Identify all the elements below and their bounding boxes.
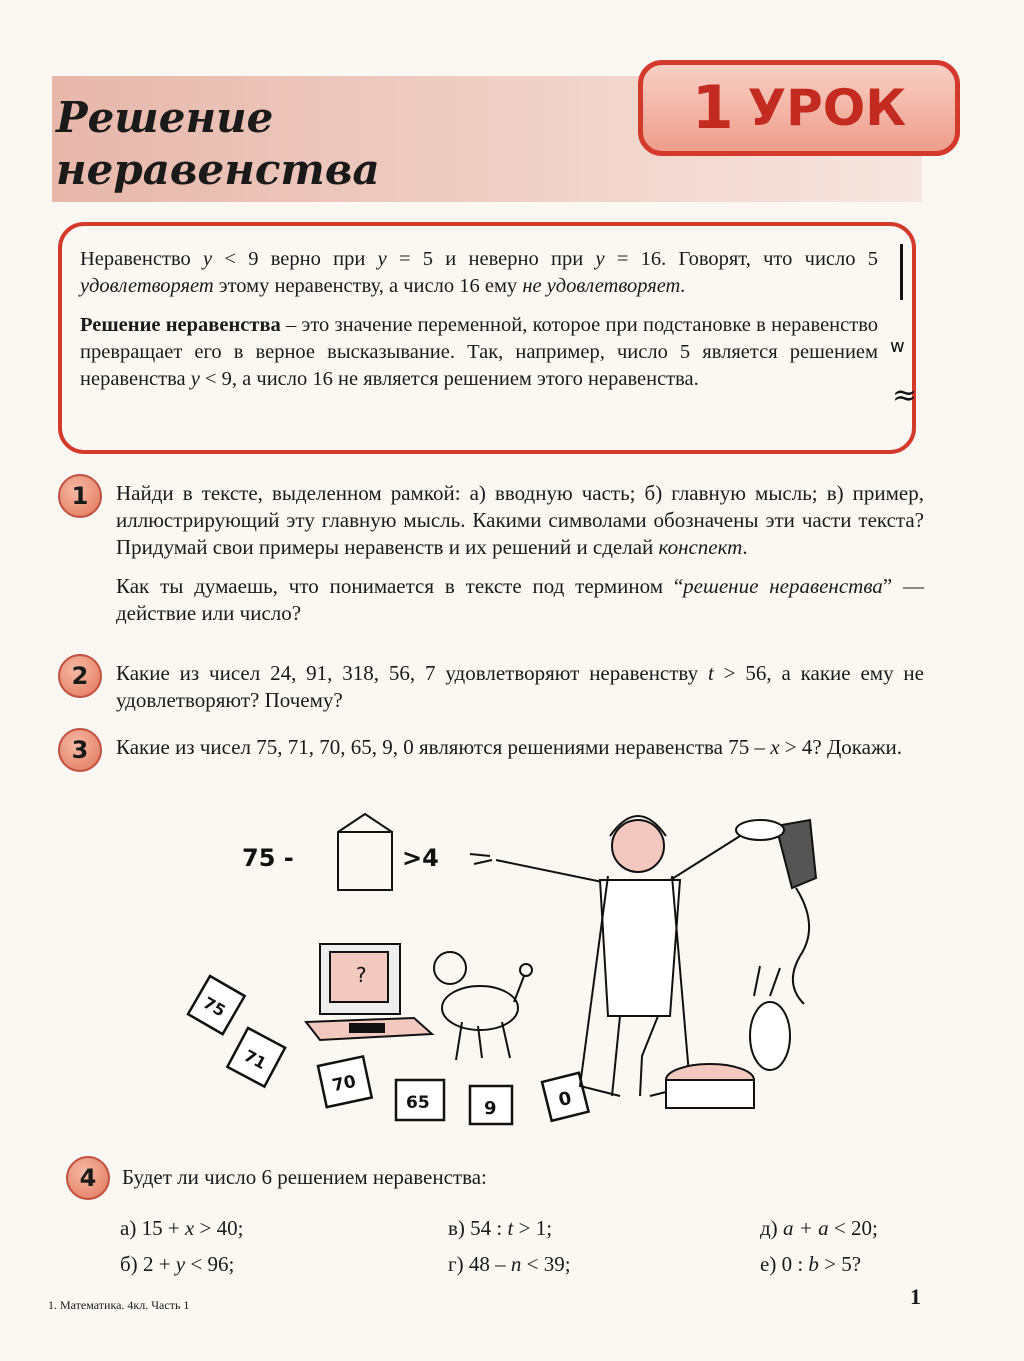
rule-var: y xyxy=(190,368,200,390)
inequality-v xyxy=(448,1214,552,1242)
magician-icon xyxy=(470,816,816,1108)
rule-text: < 9 верно при xyxy=(212,248,378,270)
card-label: 0 xyxy=(556,1087,574,1112)
rule-text: этому неравенству, а число 16 ему xyxy=(213,275,523,297)
option-var: y xyxy=(175,1252,186,1276)
card-71 xyxy=(227,1028,285,1087)
option-label: а) xyxy=(120,1216,142,1240)
lesson-word: УРОК xyxy=(747,79,907,137)
rule-text: – это значение переменной, которое при подстановке в неравенство превращает его в верное высказывание. Так, например, число 5 является решением неравенства xyxy=(80,314,878,390)
rule-box xyxy=(58,222,916,454)
option-var: t xyxy=(507,1216,514,1240)
rule-emphasis: не удовлетворяет. xyxy=(522,275,686,297)
option-text: 48 – xyxy=(468,1252,511,1276)
footer-book-info: 1. Математика. 4кл. Часть 1 xyxy=(48,1298,190,1312)
card-label: 9 xyxy=(484,1098,497,1119)
inequality-b xyxy=(120,1250,234,1278)
inequality-a xyxy=(120,1214,243,1242)
card-9 xyxy=(470,1086,512,1124)
task-number-1: 1 xyxy=(58,474,102,518)
task-1-question xyxy=(116,573,924,627)
option-text: > 5? xyxy=(818,1252,862,1276)
task-text: > 56, а какие ему не удовлетворяют? Почему? xyxy=(116,661,924,712)
task-emphasis: конспект xyxy=(658,535,743,559)
example-brace-icon: ≈ xyxy=(892,378,918,413)
task-emphasis: решение неравенства xyxy=(683,574,883,598)
option-var: b xyxy=(808,1252,819,1276)
lesson-badge xyxy=(638,60,960,156)
card-label: 75 xyxy=(199,992,229,1021)
task-text: > 4? Докажи. xyxy=(779,735,902,759)
option-label: г) xyxy=(448,1252,469,1276)
option-var: a + a xyxy=(782,1216,829,1240)
task-4 xyxy=(122,1164,930,1203)
option-var: n xyxy=(510,1252,522,1276)
card-label: 70 xyxy=(330,1071,358,1097)
inequality-d xyxy=(760,1214,878,1242)
equation-left: 75 - xyxy=(242,844,294,872)
intro-bar-icon xyxy=(900,244,903,300)
computer-icon xyxy=(306,944,432,1040)
page-title xyxy=(56,92,380,196)
rule-text: = 5 и неверно при xyxy=(386,248,596,270)
task-2 xyxy=(116,660,924,726)
task-text: . xyxy=(742,535,748,559)
rule-text: Неравенство xyxy=(80,248,203,270)
task-text: Как ты думаешь, что понимается в тексте под термином “ xyxy=(116,574,684,598)
rule-text: < 9, а число 16 не является решением этого неравенства. xyxy=(199,368,699,390)
rule-var: y xyxy=(595,248,605,270)
rule-paragraph-1 xyxy=(80,246,878,300)
equation-right: >4 xyxy=(402,844,439,872)
rule-term: Решение неравенства xyxy=(80,314,281,336)
task-text: ” — действие или число? xyxy=(116,574,924,625)
option-label: б) xyxy=(120,1252,143,1276)
page-number: 1 xyxy=(910,1284,921,1309)
poodle-icon xyxy=(434,952,532,1060)
option-label: д) xyxy=(760,1216,783,1240)
option-text: < 39; xyxy=(521,1252,571,1276)
option-text: > 1; xyxy=(513,1216,553,1240)
title-line-1: Решение xyxy=(56,93,274,142)
task-text: Какие из чисел 75, 71, 70, 65, 9, 0 являются решениями неравенства 75 – xyxy=(116,735,771,759)
equation-box-icon xyxy=(338,814,392,890)
option-text: > 40; xyxy=(194,1216,244,1240)
lesson-number: 1 xyxy=(691,73,734,143)
option-text: 0 : xyxy=(781,1252,809,1276)
option-text: 15 + xyxy=(141,1216,185,1240)
card-label: 71 xyxy=(240,1045,270,1074)
task-3-text xyxy=(116,734,924,761)
task-number-3: 3 xyxy=(58,728,102,772)
title-line-2: неравенства xyxy=(56,145,380,194)
task-number-4: 4 xyxy=(66,1156,110,1200)
option-text: < 96; xyxy=(185,1252,235,1276)
option-text: 54 : xyxy=(470,1216,508,1240)
option-text: < 20; xyxy=(828,1216,878,1240)
task-4-text: Будет ли число 6 решением неравенства: xyxy=(122,1165,487,1189)
card-70 xyxy=(318,1056,372,1107)
task-var: t xyxy=(707,661,714,685)
rule-var: y xyxy=(377,248,387,270)
task-1 xyxy=(116,480,924,639)
card-65 xyxy=(396,1080,444,1120)
card-75 xyxy=(188,976,245,1034)
task-number-2: 2 xyxy=(58,654,102,698)
option-label: е) xyxy=(760,1252,782,1276)
rule-paragraph-2 xyxy=(80,312,878,393)
option-label: в) xyxy=(448,1216,471,1240)
task-1-text xyxy=(116,480,924,561)
task-text: Какие из чисел 24, 91, 318, 56, 7 удовлетворяют неравенству xyxy=(116,661,708,685)
task-text: Найди в тексте, выделенном рамкой: а) вводную часть; б) главную мысль; в) пример, иллюстрирующий эту главную мысль. Какими символами обозначены эти части текста? Придумай свои примеры неравенств и их решений и сделай xyxy=(116,481,924,559)
rule-var: y xyxy=(203,248,213,270)
task-2-text xyxy=(116,660,924,714)
task-3 xyxy=(116,734,924,773)
inequality-e xyxy=(760,1250,861,1278)
option-text: 2 + xyxy=(142,1252,176,1276)
rule-emphasis: удовлетворяет xyxy=(80,275,214,297)
screen-question-mark: ? xyxy=(356,963,367,987)
option-var: x xyxy=(184,1216,195,1240)
inequality-g xyxy=(448,1250,571,1278)
main-idea-mark-icon: w xyxy=(890,336,905,357)
rule-text: = 16. Говорят, что число 5 xyxy=(604,248,879,270)
magician-illustration xyxy=(180,796,840,1126)
card-label: 65 xyxy=(406,1093,430,1113)
task-var: x xyxy=(770,735,780,759)
